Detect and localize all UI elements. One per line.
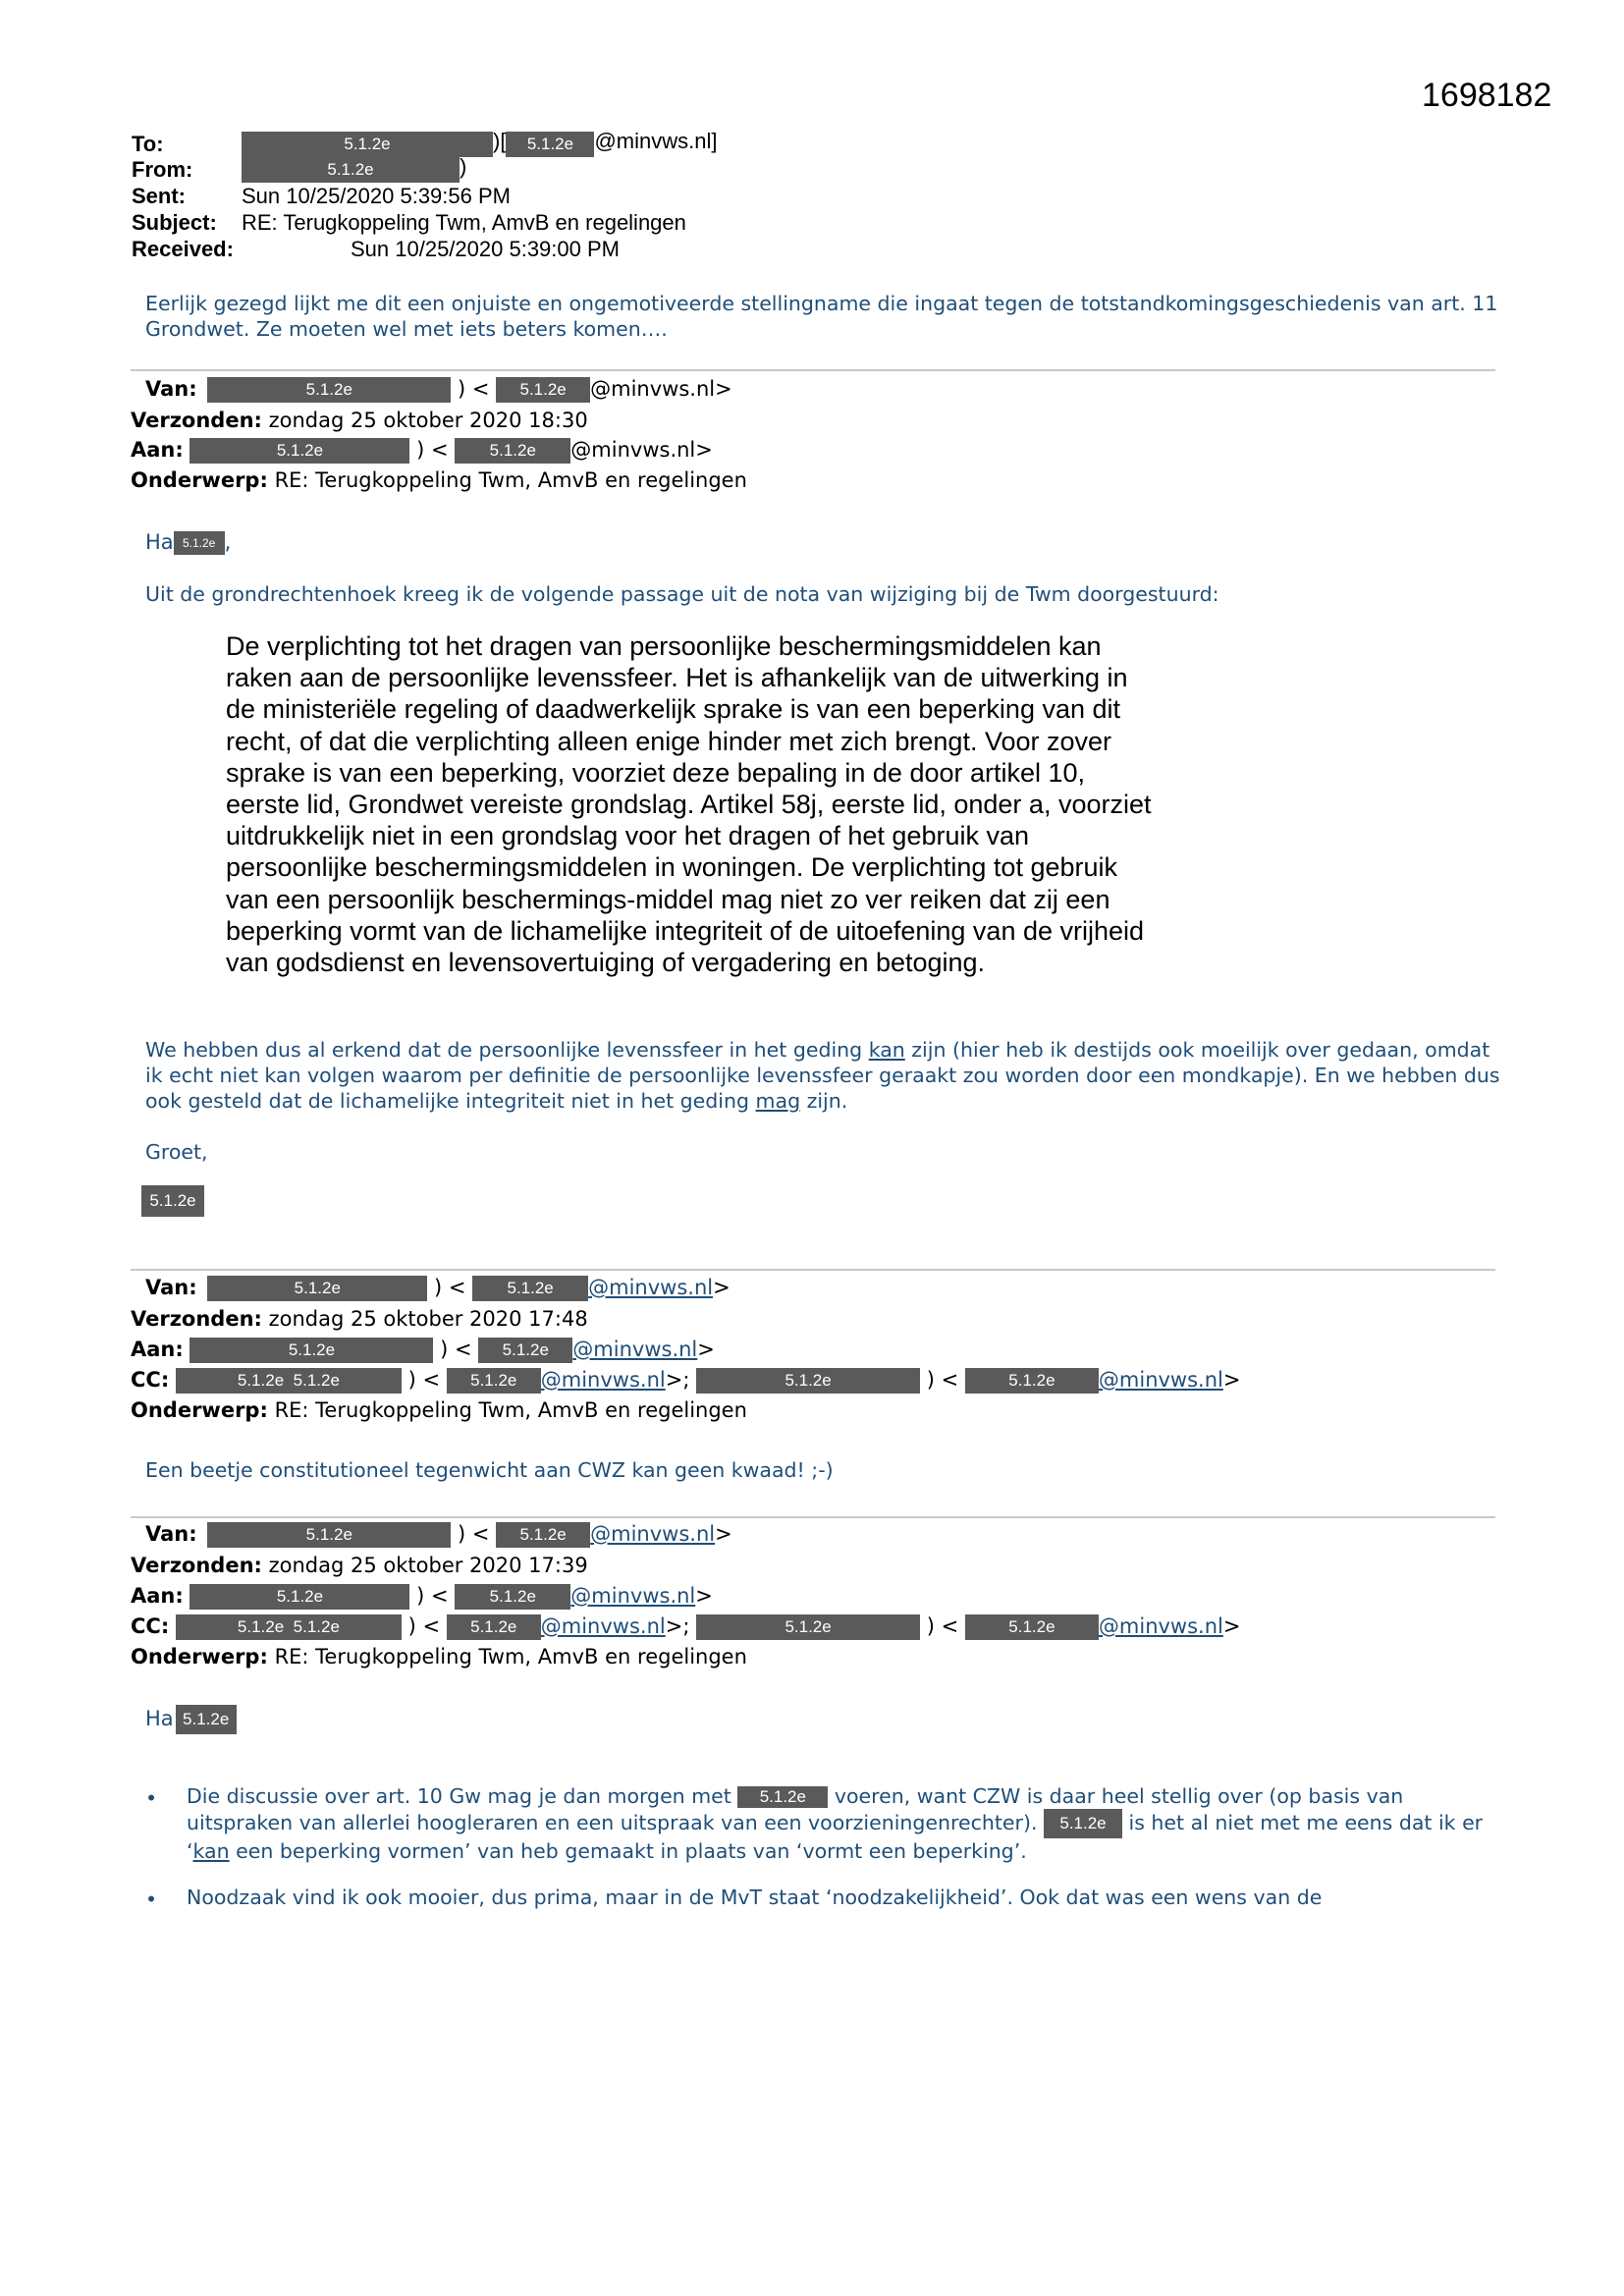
- email1-closing: Groet,: [145, 1140, 208, 1164]
- email-separator: >;: [665, 1614, 690, 1638]
- signature-redaction: [141, 1185, 204, 1217]
- redaction: 5.1.2e: [447, 1368, 541, 1394]
- redaction: 5.1.2e: [207, 377, 451, 403]
- received-value: Sun 10/25/2020 5:39:00 PM: [351, 237, 620, 261]
- bullet-text: voeren, want CZW is daar heel stellig over (op basis van uitspraken van allerlei hoogleraren en een uitspraak van een voorzieningenrechter).: [187, 1784, 1404, 1834]
- from-separator: ): [460, 154, 467, 179]
- divider: [131, 1269, 1495, 1271]
- email-domain: @minvws.nl>: [570, 438, 713, 462]
- redaction: 5.1.2e: [141, 1185, 204, 1217]
- redaction-text: 5.1.2e: [237, 1617, 285, 1636]
- email1-from-row: Van: 5.1.2e ) < 5.1.2e @minvws.nl>: [145, 377, 732, 401]
- email2-body: Een beetje constitutioneel tegenwicht aan CWZ kan geen kwaad! ;-): [145, 1458, 834, 1482]
- email2-from-row: Van: 5.1.2e ) < 5.1.2e @minvws.nl>: [145, 1276, 731, 1299]
- redaction: 5.1.2e: [965, 1368, 1099, 1394]
- bullet-text: Die discussie over art. 10 Gw mag je dan morgen met: [187, 1784, 738, 1808]
- email-link[interactable]: @minvws.nl: [570, 1584, 696, 1608]
- from-label: Van:: [145, 1522, 197, 1546]
- underlined-word: kan: [192, 1839, 230, 1863]
- to-label: Aan:: [131, 1338, 184, 1361]
- email1-to-row: Aan: 5.1.2e ) < 5.1.2e @minvws.nl>: [131, 438, 713, 462]
- redaction: 5.1.2e: [696, 1614, 920, 1640]
- divider: [131, 369, 1495, 371]
- email-link[interactable]: @minvws.nl: [1098, 1368, 1223, 1392]
- email-separator: >;: [665, 1368, 690, 1392]
- paragraph-text: zijn.: [800, 1089, 848, 1113]
- underlined-word: mag: [755, 1089, 801, 1113]
- bullet-dot: •: [145, 1786, 158, 1810]
- underlined-word: kan: [868, 1038, 905, 1062]
- received-label: Received:: [132, 237, 234, 261]
- email-link[interactable]: @minvws.nl: [540, 1368, 666, 1392]
- sent-label: Verzonden:: [131, 409, 262, 432]
- email3-cc-row: CC: 5.1.2e 5.1.2e ) < 5.1.2e @minvws.nl>; 5.1.2e ) < 5.1.2e @minvws.nl>: [131, 1614, 1241, 1638]
- email-bracket: >: [715, 1522, 732, 1546]
- sent-value: zondag 25 oktober 2020 18:30: [268, 409, 588, 432]
- greeting-text: Ha: [145, 530, 174, 554]
- redaction: 5.1.2e: [1044, 1809, 1122, 1838]
- bullet-text: is het al niet met me eens dat ik er ‘: [187, 1811, 1484, 1863]
- redaction: 5.1.2e: [207, 1276, 427, 1301]
- redaction: 5.1.2e: [242, 132, 493, 157]
- redaction: 5.1.2e: [496, 1522, 590, 1548]
- redaction: 5.1.2e: [189, 1584, 409, 1610]
- email3-sent-row: [131, 1551, 588, 1580]
- redaction: 5.1.2e: [447, 1614, 541, 1640]
- divider: [131, 1516, 1495, 1518]
- to-label: Aan:: [131, 438, 184, 462]
- redaction: 5.1.2e: [242, 157, 460, 183]
- from-label: From:: [132, 157, 193, 182]
- email2-cc-row: CC: 5.1.2e 5.1.2e ) < 5.1.2e @minvws.nl>; 5.1.2e ) < 5.1.2e @minvws.nl>: [131, 1368, 1241, 1392]
- redaction: 5.1.2e: [189, 438, 409, 464]
- cc-label: CC:: [131, 1368, 170, 1392]
- email3-to-row: Aan: 5.1.2e ) < 5.1.2e @minvws.nl>: [131, 1584, 713, 1608]
- redaction: 5.1.2e: [965, 1614, 1099, 1640]
- email1-sent-row: [131, 406, 588, 435]
- paragraph-text: zijn (hier heb ik destijds ook moeilijk over gedaan, omdat ik echt niet kan volgen waarom per definitie de persoonlijke levenssfeer geraakt zou worden door een mondkapje). En we hebben dus ook gesteld dat de lichamelijke integriteit niet in het geding: [145, 1038, 1500, 1113]
- subject-label: Onderwerp:: [131, 1645, 268, 1668]
- subject-label: Onderwerp:: [131, 468, 268, 492]
- redaction: 5.1.2e: [696, 1368, 920, 1394]
- from-label: Van:: [145, 1276, 197, 1299]
- subject-value: RE: Terugkoppeling Twm, AmvB en regelingen: [274, 468, 747, 492]
- email-link[interactable]: @minvws.nl: [588, 1276, 714, 1299]
- redaction: 5.1.2e: [455, 438, 570, 464]
- email3-subject-row: [131, 1642, 747, 1671]
- email-link[interactable]: @minvws.nl: [590, 1522, 716, 1546]
- redaction-text: 5.1.2e: [293, 1617, 340, 1636]
- redaction: 5.1.2e: [737, 1786, 828, 1808]
- redaction: 5.1.2e: [478, 1338, 572, 1363]
- from-label: Van:: [145, 377, 197, 401]
- sent-value: Sun 10/25/2020 5:39:56 PM: [242, 184, 511, 208]
- email1-subject-row: [131, 465, 747, 495]
- email2-sent-row: [131, 1304, 588, 1334]
- email-domain: @minvws.nl>: [590, 377, 732, 401]
- redaction: [176, 1614, 402, 1640]
- sent-label: Sent:: [132, 184, 186, 208]
- subject-value: RE: Terugkoppeling Twm, AmvB en regelingen: [274, 1398, 747, 1422]
- email1-intro: Uit de grondrechtenhoek kreeg ik de volgende passage uit de nota van wijziging bij de Twm doorgestuurd:: [145, 582, 1219, 606]
- redaction-text: 5.1.2e: [237, 1371, 285, 1390]
- email1-paragraph: [145, 1037, 1500, 1114]
- document-number: 1698182: [1422, 77, 1552, 114]
- from-value: [242, 154, 466, 183]
- bullet-item-1: [187, 1783, 1502, 1864]
- bullet-item-2: Noodzaak vind ik ook mooier, dus prima, maar in de MvT staat ‘noodzakelijkheid’. Ook dat was een wens van de: [187, 1886, 1323, 1909]
- email2-subject-row: [131, 1395, 747, 1425]
- email-bracket: >: [697, 1338, 715, 1361]
- sent-label: Verzonden:: [131, 1307, 262, 1331]
- redaction-text: 5.1.2e: [293, 1371, 340, 1390]
- redaction: 5.1.2e: [174, 531, 225, 555]
- bullet-text: een beperking vormen’ van heb gemaakt in plaats van ‘vormt een beperking’.: [229, 1839, 1027, 1863]
- email3-greeting: [145, 1704, 237, 1734]
- to-label: To:: [132, 132, 164, 156]
- email1-greeting: [145, 527, 231, 557]
- to-label: Aan:: [131, 1584, 184, 1608]
- email-link[interactable]: @minvws.nl: [540, 1614, 666, 1638]
- bullet-dot: •: [145, 1887, 158, 1911]
- redaction: [176, 1368, 402, 1394]
- email-bracket: >: [713, 1276, 731, 1299]
- to-domain: @minvws.nl]: [594, 129, 718, 153]
- email3-from-row: Van: 5.1.2e ) < 5.1.2e @minvws.nl>: [145, 1522, 732, 1546]
- paragraph-text: We hebben dus al erkend dat de persoonlijke levenssfeer in het geding: [145, 1038, 869, 1062]
- redaction: 5.1.2e: [189, 1338, 433, 1363]
- greeting-text: Ha: [145, 1707, 174, 1730]
- to-value: [242, 129, 717, 157]
- email-link[interactable]: @minvws.nl: [572, 1338, 698, 1361]
- greeting-punctuation: ,: [224, 530, 232, 554]
- email2-to-row: Aan: 5.1.2e ) < 5.1.2e @minvws.nl>: [131, 1338, 715, 1361]
- subject-label: Subject:: [132, 210, 217, 235]
- cc-label: CC:: [131, 1614, 170, 1638]
- subject-value: RE: Terugkoppeling Twm, AmvB en regelingen: [242, 210, 686, 235]
- email-bracket: >: [695, 1584, 713, 1608]
- sent-value: zondag 25 oktober 2020 17:48: [268, 1307, 588, 1331]
- redaction: 5.1.2e: [496, 377, 590, 403]
- email-bracket: >: [1222, 1614, 1241, 1638]
- redaction: 5.1.2e: [472, 1276, 588, 1301]
- sent-value: zondag 25 oktober 2020 17:39: [268, 1554, 588, 1577]
- quoted-passage: De verplichting tot het dragen van persoonlijke beschermingsmiddelen kan raken aan de persoonlijke levenssfeer. Het is afhankelijk van de uitwerking in de ministeriële regeling of daadwerkelijk sprake is van een beperking van dit recht, of dat die verplichting alleen enige hinder met zich brengt. Voor zover sprake is van een beperking, voorziet deze bepaling in de door artikel 10, eerste lid, Grondwet vereiste grondslag. Artikel 58j, eerste lid, onder a, voorziet uitdrukkelijk niet in een grondslag voor het dragen of het gebruik van persoonlijke beschermingsmiddelen in woningen. De verplichting tot gebruik van een persoonlijk beschermings-middel mag niet zo ver reiken dat zij een beperking vormt van de lichamelijke integriteit of de uitoefening van de vrijheid van godsdienst en levensovertuiging of vergadering en betoging.: [226, 631, 1152, 978]
- email-link[interactable]: @minvws.nl: [1098, 1614, 1223, 1638]
- redaction: 5.1.2e: [207, 1522, 451, 1548]
- to-separator: )[: [493, 129, 507, 153]
- subject-label: Onderwerp:: [131, 1398, 268, 1422]
- subject-value: RE: Terugkoppeling Twm, AmvB en regelingen: [274, 1645, 747, 1668]
- redaction: 5.1.2e: [176, 1705, 237, 1734]
- email-bracket: >: [1222, 1368, 1241, 1392]
- sent-label: Verzonden:: [131, 1554, 262, 1577]
- redaction: 5.1.2e: [506, 132, 594, 157]
- redaction: 5.1.2e: [455, 1584, 570, 1610]
- reply-text: Eerlijk gezegd lijkt me dit een onjuiste en ongemotiveerde stellingname die ingaat tegen de totstandkomingsgeschiedenis van art. 11 Grondwet. Ze moeten wel met iets beters komen….: [145, 292, 1498, 341]
